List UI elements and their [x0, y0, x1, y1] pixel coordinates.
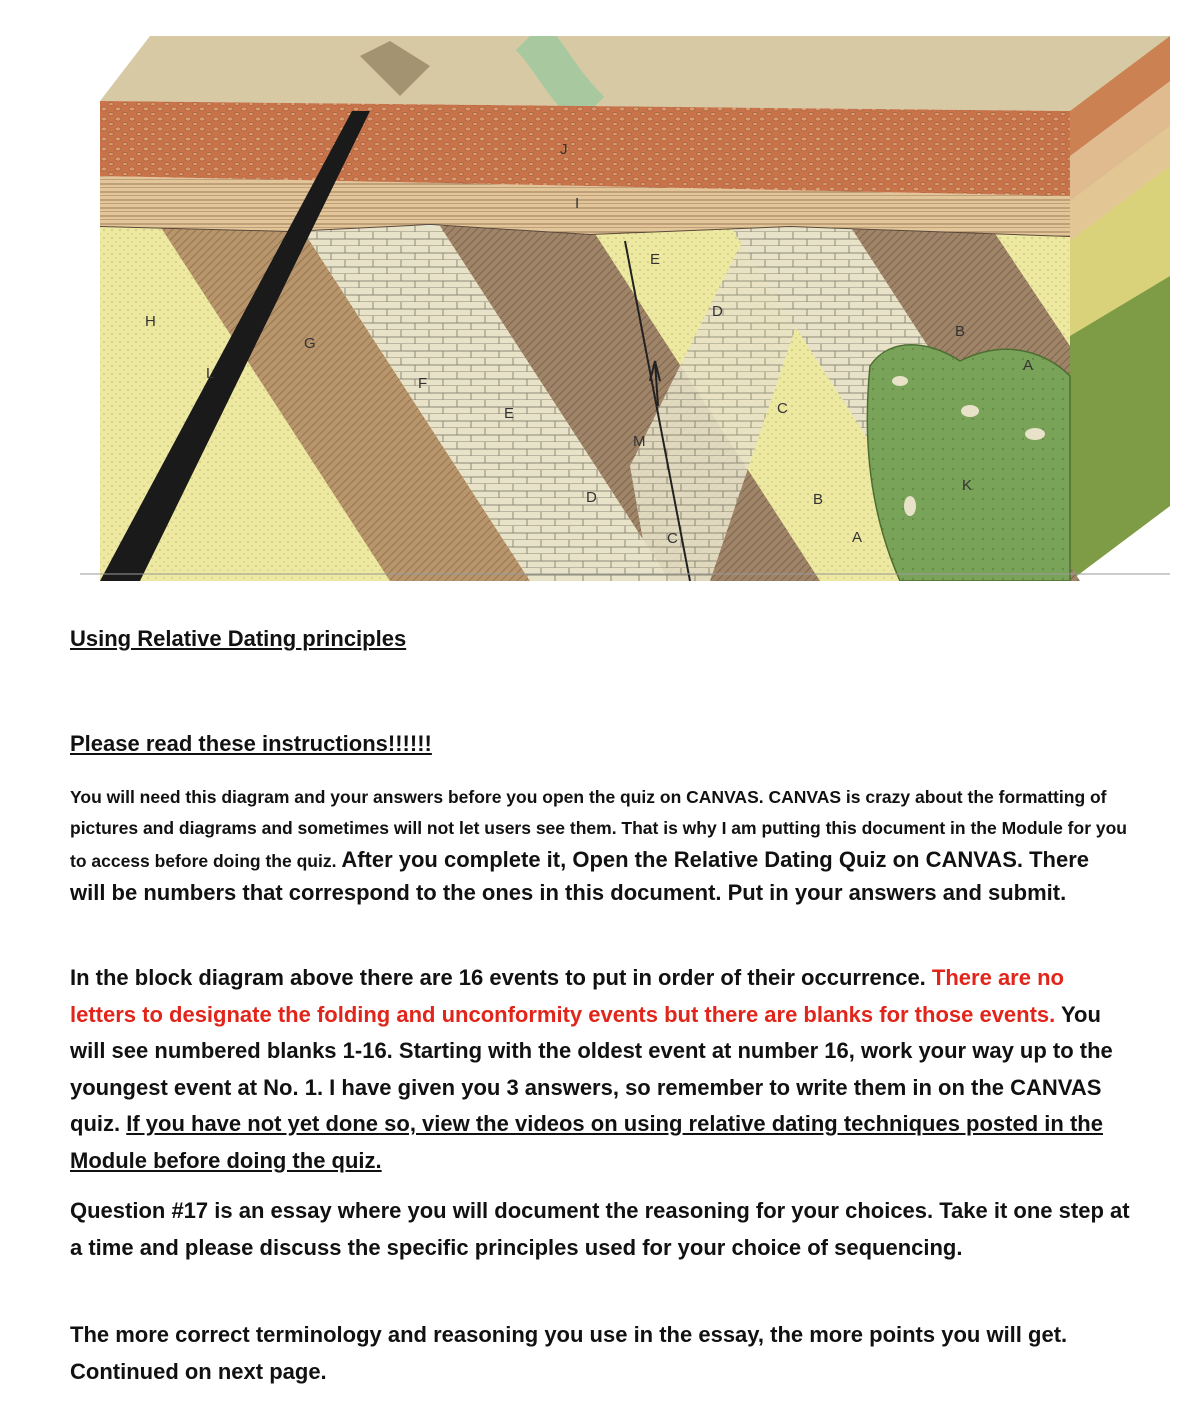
- label-d-top: D: [712, 303, 723, 320]
- intro-large-text: After you complete it, Open the Relative Dating Quiz on CANVAS. There will be numbers that correspond to the ones in this document. Put in your answers and submit.: [70, 847, 1090, 905]
- label-a-right: A: [1023, 357, 1034, 374]
- terminology-paragraph: The more correct terminology and reasoning you use in the essay, the more points you will get. Continued on next page.: [70, 1322, 1068, 1384]
- videos-link-text: If you have not yet done so, view the videos on using relative dating techniques posted in the Module before doing the quiz.: [70, 1111, 1103, 1173]
- block-diagram: [30, 36, 1170, 581]
- events-start-text: In the block diagram above there are 16 events to put in order of their occurrence.: [70, 965, 926, 990]
- instructions-heading: Please read these instructions!!!!!!: [70, 731, 432, 756]
- essay-paragraph: Question #17 is an essay where you will document the reasoning for your choices. Take it one step at a time and please discuss the specific principles used for your choice of sequencing.: [70, 1198, 1130, 1260]
- label-l: L: [206, 365, 215, 382]
- label-e-top: E: [650, 251, 661, 268]
- intro-small-text: You will need this diagram and your answers before you open the quiz on CANVAS. CANVAS is crazy about the formatting of pictures and diagrams and sometimes will not let users see them. That is why I am putting this document in the Module for you to access before doing the quiz.: [70, 787, 1127, 871]
- label-c-bottom: C: [667, 530, 678, 547]
- page-title: Using Relative Dating principles: [70, 626, 407, 651]
- label-i: I: [575, 195, 580, 212]
- label-f: F: [418, 375, 428, 392]
- events-paragraph: [70, 960, 1130, 1179]
- label-m: M: [633, 433, 646, 450]
- label-e-mid: E: [504, 405, 515, 422]
- events-middle-text: You will see numbered blanks 1-16. Starting with the oldest event at number 16, work your way up to the youngest event at No. 1. I have given you 3 answers, so remember to write them in on the CANVAS quiz.: [70, 1001, 1113, 1136]
- intro-paragraph: [70, 782, 1130, 910]
- label-b-top: B: [955, 323, 966, 340]
- label-k: K: [962, 477, 973, 494]
- events-red-text: There are no letters to designate the folding and unconformity events but there are blanks for those events.: [70, 965, 1064, 1027]
- label-b-bottom: B: [813, 491, 824, 508]
- label-d-bottom: D: [586, 489, 597, 506]
- label-c-mid: C: [777, 400, 788, 417]
- label-h: H: [145, 313, 156, 330]
- label-j: J: [560, 141, 568, 158]
- label-g: G: [304, 335, 316, 352]
- label-a-bottom: A: [852, 529, 863, 546]
